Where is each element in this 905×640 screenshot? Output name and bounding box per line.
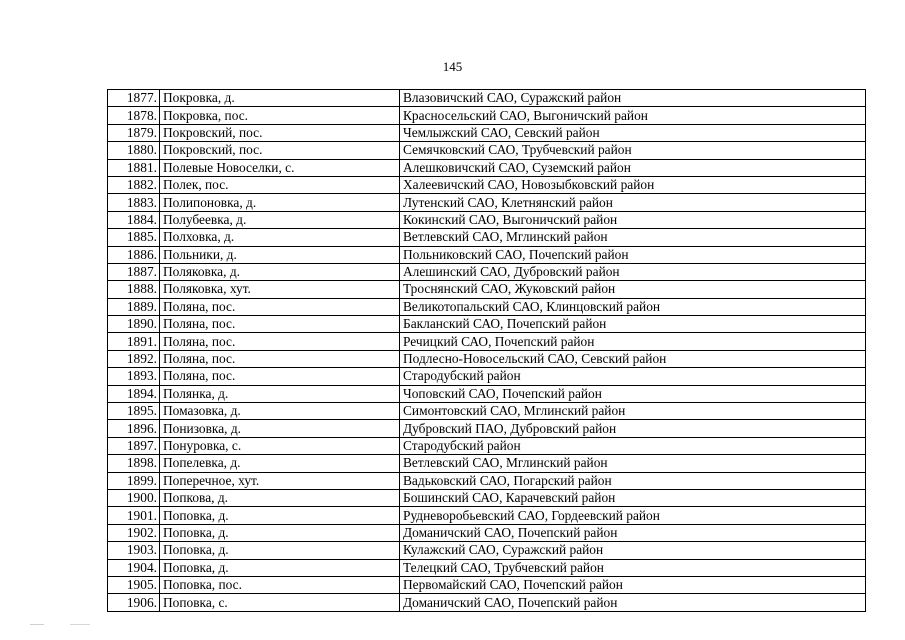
row-number: 1901. xyxy=(108,507,160,524)
administrative-unit: Первомайский САО, Почепский район xyxy=(400,576,866,593)
administrative-unit: Влазовичский САО, Суражский район xyxy=(400,90,866,107)
table-row xyxy=(108,263,866,280)
settlement-name: Поперечное, хут. xyxy=(160,472,400,489)
table-row xyxy=(108,489,866,506)
administrative-unit: Телецкий САО, Трубчевский район xyxy=(400,559,866,576)
table-row xyxy=(108,368,866,385)
row-number: 1883. xyxy=(108,194,160,211)
table-row xyxy=(108,594,866,611)
administrative-unit: Стародубский район xyxy=(400,368,866,385)
table-row xyxy=(108,298,866,315)
administrative-unit: Доманичский САО, Почепский район xyxy=(400,594,866,611)
administrative-unit: Бошинский САО, Карачевский район xyxy=(400,489,866,506)
row-number: 1880. xyxy=(108,142,160,159)
row-number: 1879. xyxy=(108,124,160,141)
table-row xyxy=(108,437,866,454)
administrative-unit: Бакланский САО, Почепский район xyxy=(400,316,866,333)
table-row xyxy=(108,211,866,228)
administrative-unit: Речицкий САО, Почепский район xyxy=(400,333,866,350)
settlement-name: Поповка, д. xyxy=(160,524,400,541)
administrative-unit: Лутенский САО, Клетнянский район xyxy=(400,194,866,211)
settlement-name: Поляна, пос. xyxy=(160,316,400,333)
table-row xyxy=(108,350,866,367)
row-number: 1882. xyxy=(108,176,160,193)
table-row xyxy=(108,124,866,141)
settlement-name: Поляна, пос. xyxy=(160,368,400,385)
row-number: 1904. xyxy=(108,559,160,576)
administrative-unit: Халеевичский САО, Новозыбковский район xyxy=(400,176,866,193)
row-number: 1902. xyxy=(108,524,160,541)
administrative-unit: Чемлыжский САО, Севский район xyxy=(400,124,866,141)
administrative-unit: Ветлевский САО, Мглинский район xyxy=(400,455,866,472)
settlement-name: Поповка, д. xyxy=(160,559,400,576)
administrative-unit: Дубровский ПАО, Дубровский район xyxy=(400,420,866,437)
row-number: 1893. xyxy=(108,368,160,385)
administrative-unit: Подлесно-Новосельский САО, Севский район xyxy=(400,350,866,367)
row-number: 1885. xyxy=(108,229,160,246)
table-row xyxy=(108,576,866,593)
page-number: 145 xyxy=(442,59,463,74)
administrative-unit: Алешинский САО, Дубровский район xyxy=(400,263,866,280)
settlement-name: Попелевка, д. xyxy=(160,455,400,472)
settlement-name: Помазовка, д. xyxy=(160,403,400,420)
row-number: 1897. xyxy=(108,437,160,454)
row-number: 1891. xyxy=(108,333,160,350)
row-number: 1887. xyxy=(108,263,160,280)
table-row xyxy=(108,524,866,541)
settlement-name: Покровский, пос. xyxy=(160,142,400,159)
settlement-name: Поляковка, хут. xyxy=(160,281,400,298)
settlement-name: Поповка, пос. xyxy=(160,576,400,593)
administrative-unit: Польниковский САО, Почепский район xyxy=(400,246,866,263)
administrative-unit: Рудневоробьевский САО, Гордеевский район xyxy=(400,507,866,524)
settlement-name: Покровский, пос. xyxy=(160,124,400,141)
row-number: 1890. xyxy=(108,316,160,333)
table-row xyxy=(108,403,866,420)
row-number: 1905. xyxy=(108,576,160,593)
administrative-unit: Красносельский САО, Выгоничский район xyxy=(400,107,866,124)
table-row xyxy=(108,246,866,263)
table-row xyxy=(108,559,866,576)
table-row xyxy=(108,455,866,472)
settlement-name: Поляна, пос. xyxy=(160,333,400,350)
row-number: 1896. xyxy=(108,420,160,437)
administrative-unit: Семячковский САО, Трубчевский район xyxy=(400,142,866,159)
row-number: 1877. xyxy=(108,90,160,107)
row-number: 1886. xyxy=(108,246,160,263)
settlement-name: Полховка, д. xyxy=(160,229,400,246)
table-row xyxy=(108,159,866,176)
table-row xyxy=(108,542,866,559)
administrative-unit: Алешковичский САО, Суземский район xyxy=(400,159,866,176)
settlement-name: Поповка, с. xyxy=(160,594,400,611)
settlement-name: Понуровка, с. xyxy=(160,437,400,454)
settlement-name: Полипоновка, д. xyxy=(160,194,400,211)
settlement-name: Польники, д. xyxy=(160,246,400,263)
table-row xyxy=(108,385,866,402)
row-number: 1888. xyxy=(108,281,160,298)
table-row xyxy=(108,90,866,107)
row-number: 1895. xyxy=(108,403,160,420)
settlement-name: Покровка, д. xyxy=(160,90,400,107)
settlement-name: Полянка, д. xyxy=(160,385,400,402)
row-number: 1881. xyxy=(108,159,160,176)
settlement-name: Полек, пос. xyxy=(160,176,400,193)
table-row xyxy=(108,472,866,489)
table-row xyxy=(108,229,866,246)
table-row xyxy=(108,107,866,124)
row-number: 1878. xyxy=(108,107,160,124)
settlement-name: Полевые Новоселки, с. xyxy=(160,159,400,176)
row-number: 1898. xyxy=(108,455,160,472)
settlement-name: Поляна, пос. xyxy=(160,350,400,367)
administrative-unit: Симонтовский САО, Мглинский район xyxy=(400,403,866,420)
table-row xyxy=(108,281,866,298)
administrative-unit: Кокинский САО, Выгоничский район xyxy=(400,211,866,228)
row-number: 1884. xyxy=(108,211,160,228)
row-number: 1900. xyxy=(108,489,160,506)
row-number: 1892. xyxy=(108,350,160,367)
table-row xyxy=(108,333,866,350)
settlement-name: Поляна, пос. xyxy=(160,298,400,315)
settlement-name: Поповка, д. xyxy=(160,542,400,559)
table-row xyxy=(108,316,866,333)
administrative-unit: Доманичский САО, Почепский район xyxy=(400,524,866,541)
row-number: 1906. xyxy=(108,594,160,611)
row-number: 1894. xyxy=(108,385,160,402)
scan-artifact xyxy=(30,624,90,625)
table-row xyxy=(108,507,866,524)
settlement-table xyxy=(107,89,866,612)
administrative-unit: Кулажский САО, Суражский район xyxy=(400,542,866,559)
settlement-name: Поляковка, д. xyxy=(160,263,400,280)
administrative-unit: Чоповский САО, Почепский район xyxy=(400,385,866,402)
settlement-name: Покровка, пос. xyxy=(160,107,400,124)
row-number: 1899. xyxy=(108,472,160,489)
administrative-unit: Стародубский район xyxy=(400,437,866,454)
row-number: 1903. xyxy=(108,542,160,559)
settlement-name: Понизовка, д. xyxy=(160,420,400,437)
settlement-name: Попкова, д. xyxy=(160,489,400,506)
administrative-unit: Троснянский САО, Жуковский район xyxy=(400,281,866,298)
administrative-unit: Великотопальский САО, Клинцовский район xyxy=(400,298,866,315)
table-row xyxy=(108,420,866,437)
administrative-unit: Ветлевский САО, Мглинский район xyxy=(400,229,866,246)
table-body xyxy=(108,90,866,612)
row-number: 1889. xyxy=(108,298,160,315)
settlement-name: Поповка, д. xyxy=(160,507,400,524)
table-row xyxy=(108,176,866,193)
table-row xyxy=(108,142,866,159)
administrative-unit: Вадьковский САО, Погарский район xyxy=(400,472,866,489)
settlement-name: Полубеевка, д. xyxy=(160,211,400,228)
table-row xyxy=(108,194,866,211)
